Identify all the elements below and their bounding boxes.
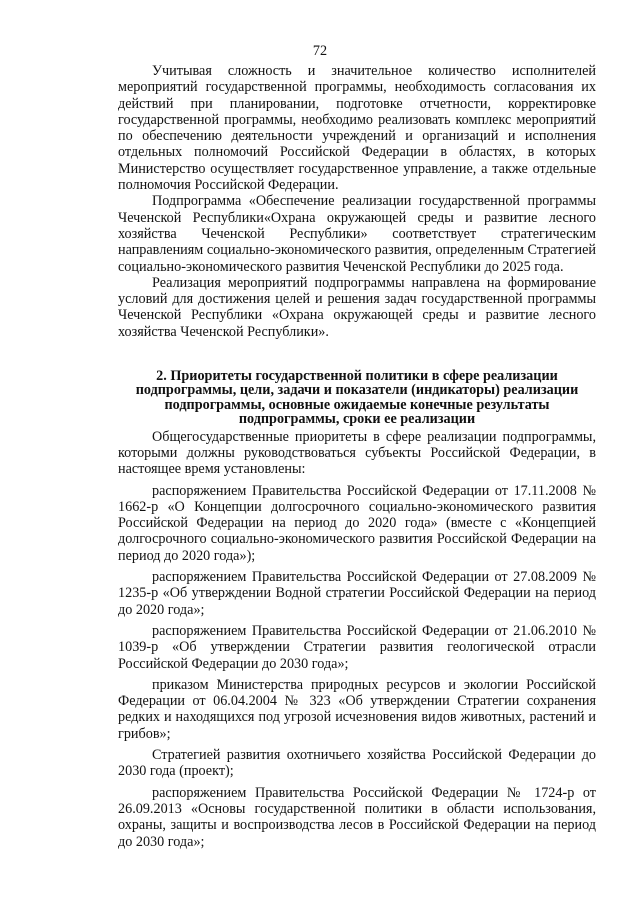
paragraph-subprogram-strategy: Подпрограмма «Обеспечение реализации государственной программы Чеченской Республики«Охрана окружающей среды и развитие лесного хозяйства Чеченской Республики» соответствует стратегическим направлениям социально-экономического развития, определенным Стратегией социально-экономического развития Чеченской Республики до 2025 года. — [118, 193, 596, 275]
page-content — [118, 63, 596, 850]
list-item-order-1724r: распоряжением Правительства Российской Федерации № 1724-р от 26.09.2013 «Основы государственной политики в области использования, охраны, защиты и воспроизводства лесов в Российской Федерации на период до 2030 года»; — [118, 784, 596, 850]
list-item-order-1039r: распоряжением Правительства Российской Федерации от 21.06.2010 № 1039-р «Об утверждении Стратегии развития геологической отрасли Российской Федерации до 2030 года»; — [118, 622, 596, 672]
paragraph-subprogram-goal: Реализация мероприятий подпрограммы направлена на формирование условий для достижения целей и решения задач государственной программы Чеченской Республики «Охрана окружающей среды и развитие лесного хозяйства Чеченской Республики». — [118, 274, 596, 340]
list-item-hunting-strategy: Стратегией развития охотничьего хозяйства Российской Федерации до 2030 года (проект); — [118, 747, 596, 780]
list-item-order-1235r: распоряжением Правительства Российской Федерации от 27.08.2009 № 1235-р «Об утверждении Водной стратегии Российской Федерации на период до 2020 года»; — [118, 569, 596, 618]
list-item-order-323: приказом Министерства природных ресурсов и экологии Российской Федерации от 06.04.2004 № 323 «Об утверждении Стратегии сохранения редких и находящихся под угрозой исчезновения видов животных, растений и грибов»; — [118, 676, 596, 742]
section-heading: 2. Приоритеты государственной политики в сфере реализации подпрограммы, цели, задачи и показатели (индикаторы) реализации подпрограммы, основные ожидаемые конечные результаты подпрограммы, сроки ее реализации — [135, 368, 579, 428]
list-item-order-1662r: распоряжением Правительства Российской Федерации от 17.11.2008 № 1662-р «О Концепции долгосрочного социально-экономического развития Российской Федерации на период до 2020 года» (вместе с «Концепцией долгосрочного социально-экономического развития Российской Федерации на период до 2020 года»); — [118, 482, 596, 564]
page-number: 72 — [312, 43, 328, 59]
paragraph-priorities-intro: Общегосударственные приоритеты в сфере реализации подпрограммы, которыми должны руководствоваться субъекты Российской Федерации, в настоящее время установлены: — [118, 428, 596, 478]
paragraph-coordination: Учитывая сложность и значительное количество исполнителей мероприятий государственной программы, необходимость согласования их действий при планировании, подготовке отчетности, корректировке государственной программы, необходимо реализовать комплекс мероприятий по обеспечению деятельности учреждений и организаций и исполнения отдельных полномочий Российской Федерации в областях, в которых Министерство осуществляет государственное управление, а также отдельные полномочия Российской Федерации. — [118, 63, 596, 194]
